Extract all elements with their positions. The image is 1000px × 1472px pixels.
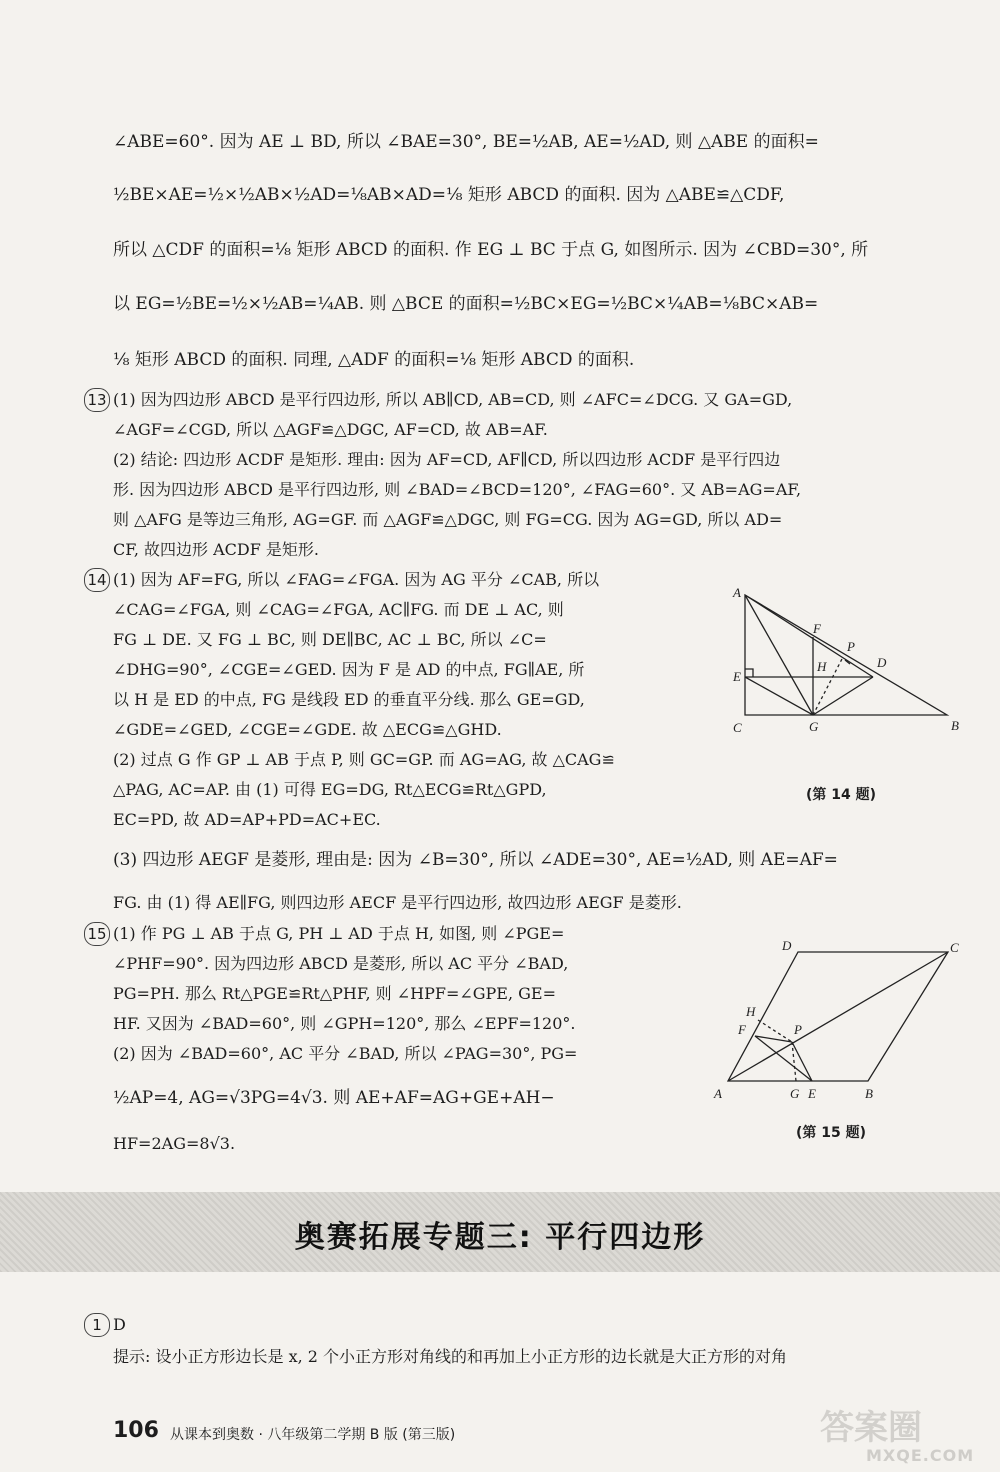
text-line: 以 H 是 ED 的中点, FG 是线段 ED 的垂直平分线. 那么 GE=GD, [113, 690, 585, 709]
label-p: P [794, 1022, 802, 1037]
label-d: D [877, 655, 887, 670]
text-line: PG=PH. 那么 Rt△PGE≌Rt△PHF, 则 ∠HPF=∠GPE, GE= [113, 984, 557, 1003]
label-f: F [813, 621, 821, 636]
problem-number: 14 [84, 568, 110, 592]
label-g: G [809, 719, 819, 734]
text-line: ½AP=4, AG=√3PG=4√3. 则 AE+AF=AG+GE+AH− [113, 1088, 555, 1108]
text-line: HF. 又因为 ∠BAD=60°, 则 ∠GPH=120°, 那么 ∠EPF=120°. [113, 1014, 576, 1033]
watermark-logo: 答案圈 [820, 1408, 922, 1448]
text-line: ⅛ 矩形 ABCD 的面积. 同理, △ADF 的面积=⅛ 矩形 ABCD 的面积. [113, 350, 635, 370]
label-g: G [790, 1086, 800, 1101]
label-a: A [733, 585, 741, 600]
label-b: B [951, 718, 959, 733]
figure-14 [725, 585, 970, 745]
text-line: HF=2AG=8√3. [113, 1134, 236, 1153]
text-line: 以 EG=½BE=½×½AB=¼AB. 则 △BCE 的面积=½BC×EG=½BC×¼AB=⅛BC×AB= [113, 294, 819, 314]
segment-eg-gd [745, 677, 873, 715]
text-line: ∠AGF=∠CGD, 所以 △AGF≌△DGC, AF=CD, 故 AB=AF. [113, 420, 548, 439]
right-angle-e [745, 669, 753, 677]
book-title: 从课本到奥数 · 八年级第二学期 B 版 (第三版) [170, 1427, 456, 1443]
watermark-url: MXQE.COM [866, 1446, 975, 1465]
segment-ad [745, 595, 873, 677]
text-line: △PAG, AC=AP. 由 (1) 可得 EG=DG, Rt△ECG≌Rt△GPD, [113, 780, 547, 799]
segment-fe [755, 1036, 812, 1081]
text-line: 提示: 设小正方形边长是 x, 2 个小正方形对角线的和再加上小正方形的边长就是大正方形的对角 [113, 1347, 788, 1366]
text-line: (3) 四边形 AEGF 是菱形, 理由是: 因为 ∠B=30°, 所以 ∠ADE=30°, AE=½AD, 则 AE=AF= [113, 850, 838, 870]
segment-pe [792, 1042, 812, 1081]
text-line: (2) 过点 G 作 GP ⊥ AB 于点 P, 则 GC=GP. 而 AG=AG, 故 △CAG≌ [113, 750, 615, 769]
text-line: ∠PHF=90°. 因为四边形 ABCD 是菱形, 所以 AC 平分 ∠BAD, [113, 954, 569, 973]
label-e: E [733, 669, 741, 684]
label-f: F [738, 1022, 746, 1037]
text-line: 形. 因为四边形 ABCD 是平行四边形, 则 ∠BAD=∠BCD=120°, ∠FAG=60°. 又 AB=AG=AF, [113, 480, 802, 499]
text-line: ∠GDE=∠GED, ∠CGE=∠GDE. 故 △ECG≌△GHD. [113, 720, 502, 739]
figure-15 [710, 938, 970, 1108]
label-a: A [714, 1086, 722, 1101]
segment-ag [745, 595, 813, 715]
triangle-abc [745, 595, 947, 715]
text-line: (2) 因为 ∠BAD=60°, AC 平分 ∠BAD, 所以 ∠PAG=30°, PG= [113, 1044, 578, 1063]
problem-number: 1 [84, 1313, 110, 1337]
figure-15-caption: (第 15 题) [796, 1125, 867, 1141]
text-line: ∠ABE=60°. 因为 AE ⊥ BD, 所以 ∠BAE=30°, BE=½AB, AE=½AD, 则 △ABE 的面积= [113, 132, 819, 152]
section-banner [0, 1192, 1000, 1272]
text-line: 则 △AFG 是等边三角形, AG=GF. 而 △AGF≌△DGC, 则 FG=CG. 因为 AG=GD, 所以 AD= [113, 510, 783, 529]
problem-number: 15 [84, 922, 110, 946]
label-p: P [847, 639, 855, 654]
text-line: CF, 故四边形 ACDF 是矩形. [113, 540, 320, 559]
label-h: H [746, 1004, 756, 1019]
text-line: FG. 由 (1) 得 AE∥FG, 则四边形 AECF 是平行四边形, 故四边形 AEGF 是菱形. [113, 893, 682, 912]
problem-number: 13 [84, 388, 110, 412]
text-line: (1) 作 PG ⊥ AB 于点 G, PH ⊥ AD 于点 H, 如图, 则 ∠PGE= [113, 924, 565, 943]
text-line: (1) 因为四边形 ABCD 是平行四边形, 所以 AB∥CD, AB=CD, 则 ∠AFC=∠DCG. 又 GA=GD, [113, 390, 793, 409]
text-line: 所以 △CDF 的面积=⅛ 矩形 ABCD 的面积. 作 EG ⊥ BC 于点 G, 如图所示. 因为 ∠CBD=30°, 所 [113, 240, 869, 260]
text-line: ∠CAG=∠FGA, 则 ∠CAG=∠FGA, AC∥FG. 而 DE ⊥ AC, 则 [113, 600, 564, 619]
figure-14-caption: (第 14 题) [806, 787, 877, 803]
label-b: B [865, 1086, 873, 1101]
text-line: EC=PD, 故 AD=AP+PD=AC+EC. [113, 810, 381, 829]
diagonal-ac [728, 952, 948, 1081]
label-c: C [950, 940, 959, 955]
text-line: ∠DHG=90°, ∠CGE=∠GED. 因为 F 是 AD 的中点, FG∥AE, 所 [113, 660, 585, 679]
label-e: E [808, 1086, 816, 1101]
label-h: H [817, 659, 827, 674]
text-line: (2) 结论: 四边形 ACDF 是矩形. 理由: 因为 AF=CD, AF∥CD, 所以四边形 ACDF 是平行四边 [113, 450, 781, 469]
text-line: FG ⊥ DE. 又 FG ⊥ BC, 则 DE∥BC, AC ⊥ BC, 所以 ∠C= [113, 630, 547, 649]
text-line: (1) 因为 AF=FG, 所以 ∠FAG=∠FGA. 因为 AG 平分 ∠CAB, 所以 [113, 570, 600, 589]
answer: D [113, 1315, 126, 1334]
text-line: ½BE×AE=½×½AB×½AD=⅛AB×AD=⅛ 矩形 ABCD 的面积. 因为 △ABE≌△CDF, [113, 185, 785, 205]
section-title: 奥赛拓展专题三: 平行四边形 [294, 1220, 706, 1255]
page-number: 106 [113, 1418, 159, 1443]
label-c: C [733, 720, 742, 735]
label-d: D [782, 938, 792, 953]
